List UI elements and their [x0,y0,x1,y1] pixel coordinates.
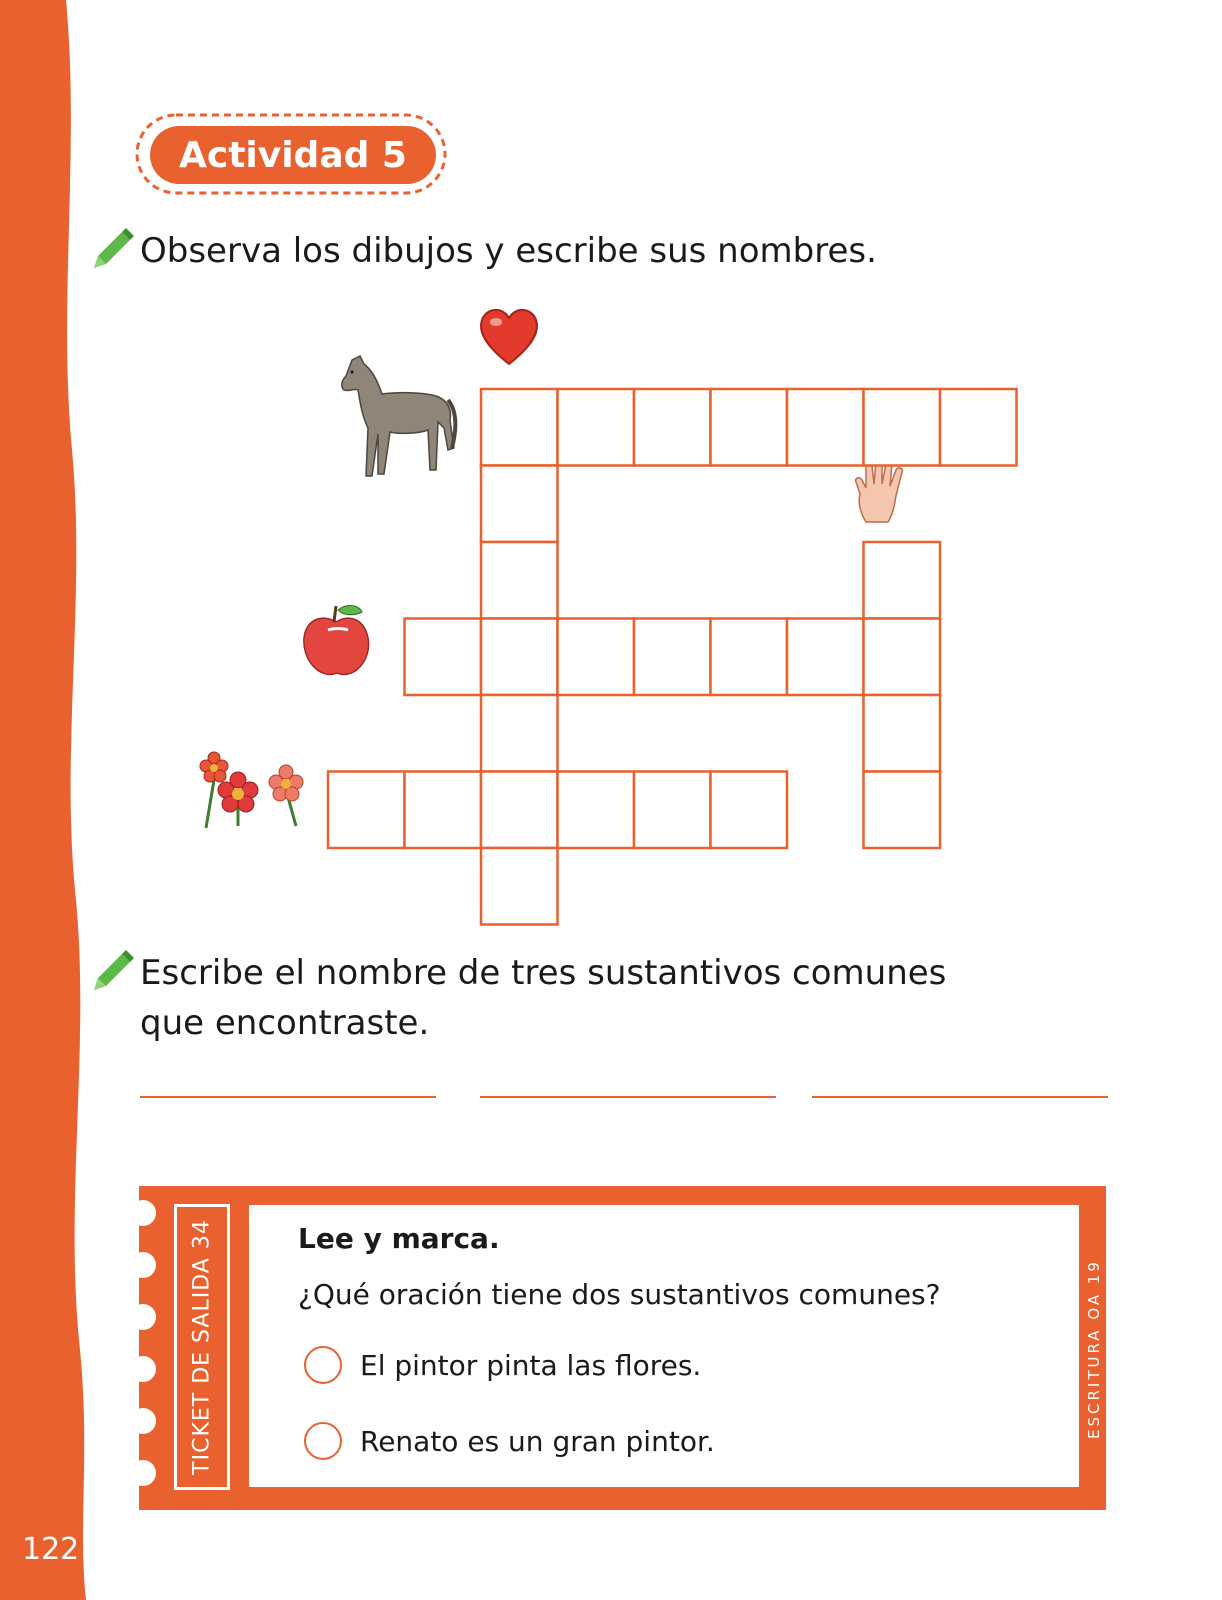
flowers-icon [196,750,308,830]
pencil-icon [90,226,136,272]
crossword-cell[interactable] [558,772,635,849]
ticket-title: Lee y marca. [298,1222,500,1255]
crossword-cell[interactable] [634,772,711,849]
crossword-cell[interactable] [558,619,635,696]
heart-icon [476,302,542,368]
pencil-icon [90,948,136,994]
crossword-cell[interactable] [711,389,788,466]
crossword-cell[interactable] [481,466,558,543]
crossword-cell[interactable] [864,695,941,772]
crossword-cell[interactable] [481,542,558,619]
crossword-cell[interactable] [864,772,941,849]
ticket-objective-label: ESCRITURA OA 19 [1085,1259,1103,1439]
crossword-cell[interactable] [864,542,941,619]
answer-line[interactable] [480,1096,776,1098]
crossword-cell[interactable] [481,619,558,696]
crossword-cell[interactable] [864,389,941,466]
crossword-cell[interactable] [711,619,788,696]
crossword-cell[interactable] [481,772,558,849]
instruction-write-nouns [140,948,946,1048]
horse-icon [338,352,460,480]
activity-title: Actividad 5 [150,126,436,184]
page-number: 122 [22,1532,80,1567]
crossword-cell[interactable] [481,695,558,772]
page-sidebar [0,0,90,1600]
ticket-label: TICKET DE SALIDA 34 [189,1219,215,1475]
crossword-cell[interactable] [328,772,405,849]
crossword-cell[interactable] [711,772,788,849]
answer-line[interactable] [812,1096,1108,1098]
ticket-option[interactable] [304,1346,701,1384]
crossword-cell[interactable] [634,619,711,696]
instruction-line-2: que encontraste. [140,1003,430,1043]
apple-icon [298,600,374,680]
crossword-cell[interactable] [940,389,1017,466]
crossword-cell[interactable] [634,389,711,466]
crossword-cell[interactable] [787,619,864,696]
ticket-option[interactable] [304,1422,715,1460]
crossword-cell[interactable] [864,619,941,696]
option-radio[interactable] [304,1422,342,1460]
ticket-notch [130,1356,156,1382]
ticket-notch [130,1460,156,1486]
instruction-line-1: Escribe el nombre de tres sustantivos comunes [140,953,947,993]
option-label: El pintor pinta las flores. [360,1348,702,1382]
instruction-observe: Observa los dibujos y escribe sus nombres. [140,231,877,271]
ticket-notch [130,1408,156,1434]
crossword-cell[interactable] [405,619,482,696]
crossword-cell[interactable] [405,772,482,849]
crossword-cell[interactable] [481,848,558,925]
crossword-cell[interactable] [787,389,864,466]
ticket-notch [130,1304,156,1330]
answer-line[interactable] [140,1096,436,1098]
option-label: Renato es un gran pintor. [360,1424,715,1458]
ticket-notch [130,1252,156,1278]
ticket-question: ¿Qué oración tiene dos sustantivos comunes? [298,1278,941,1311]
crossword-cell[interactable] [558,389,635,466]
ticket-notch [130,1200,156,1226]
crossword-cell[interactable] [481,389,558,466]
option-radio[interactable] [304,1346,342,1384]
